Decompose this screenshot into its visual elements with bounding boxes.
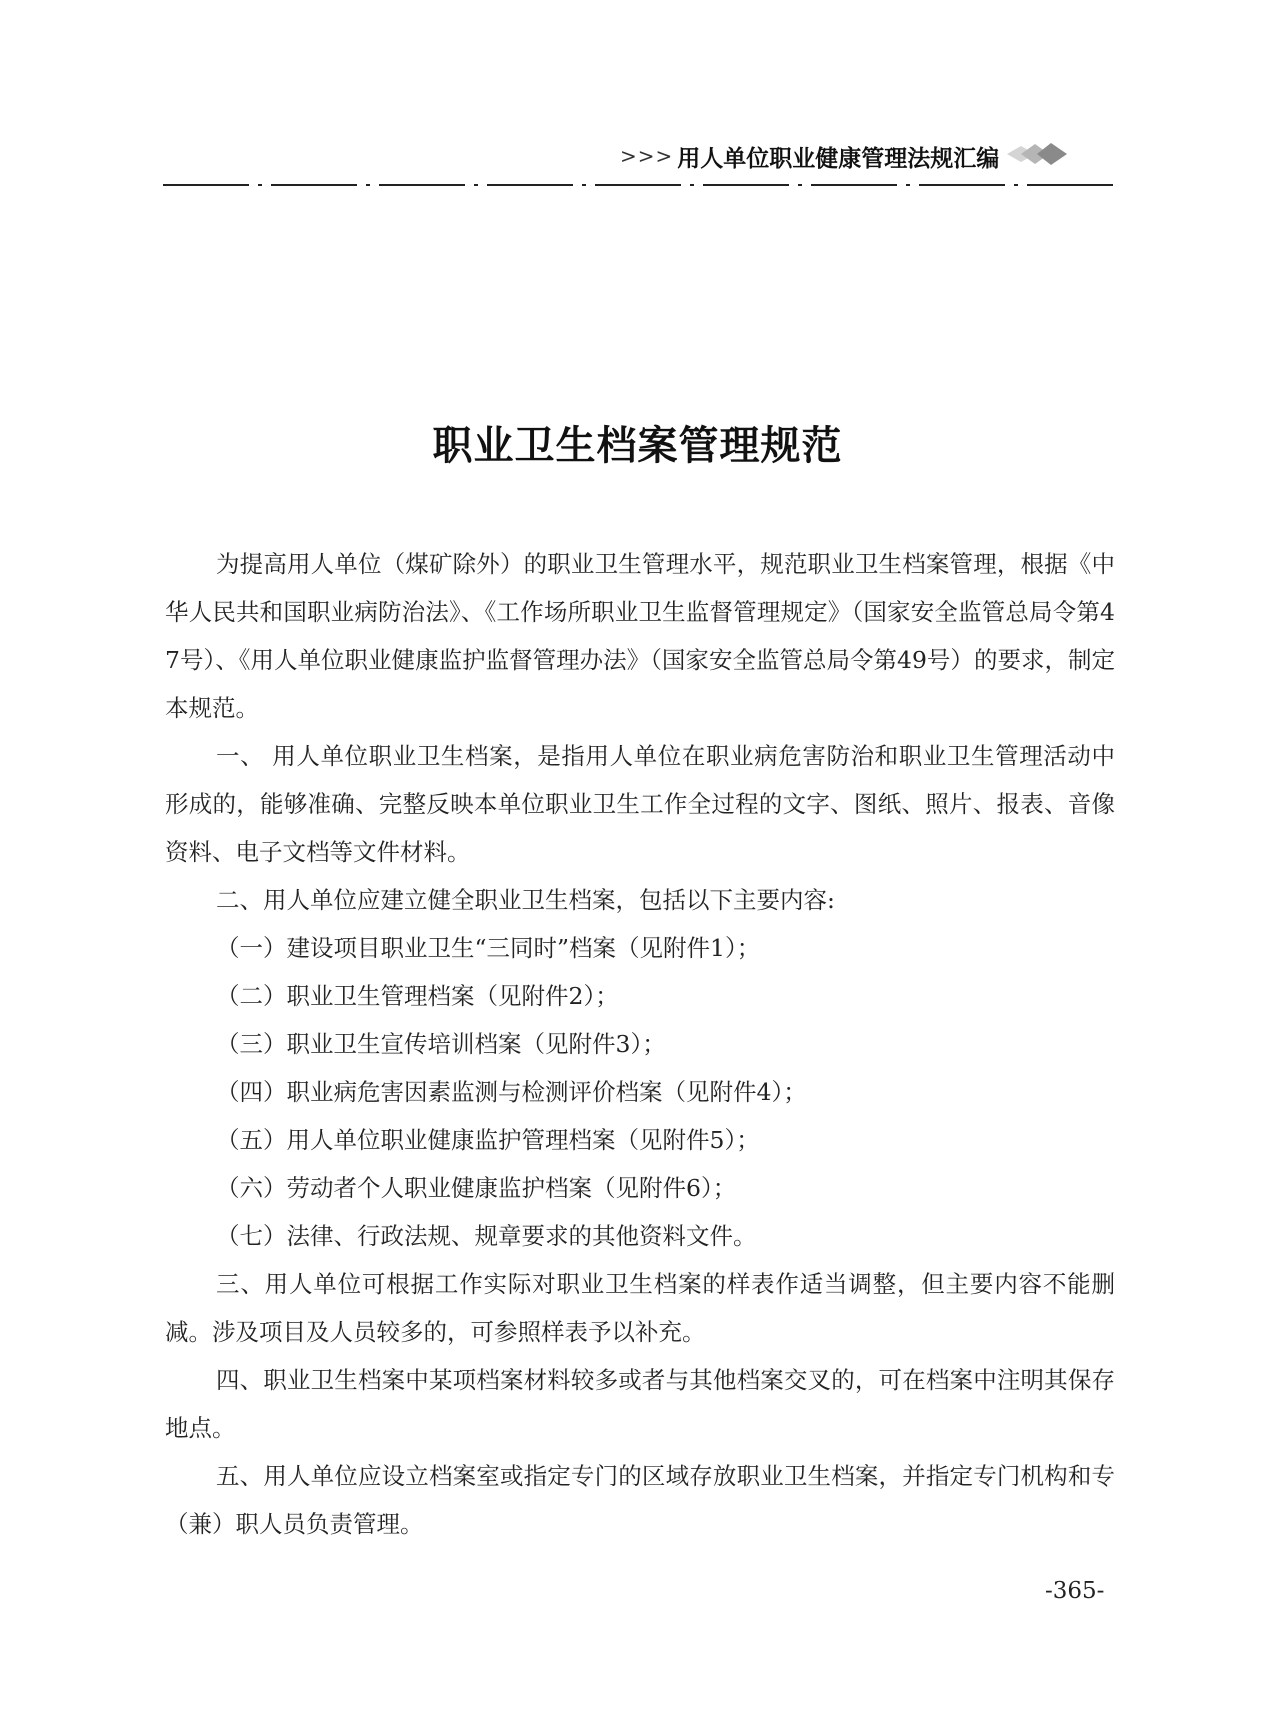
list-item: （五）用人单位职业健康监护管理档案（见附件5）；: [216, 1126, 760, 1154]
list-item: （三）职业卫生宣传培训档案（见附件3）；: [216, 1030, 666, 1058]
header-chevrons-icon: >>>: [620, 144, 674, 168]
diamonds-ornament-icon: [1007, 139, 1073, 173]
running-header: [620, 138, 1120, 174]
document-body: [165, 540, 1115, 1548]
list-item: （四）职业病危害因素监测与检测评价档案（见附件4）；: [216, 1078, 807, 1106]
paragraph-section-3: 三、用人单位可根据工作实际对职业卫生档案的样表作适当调整，但主要内容不能删减。涉及项目及人员较多的，可参照样表予以补充。: [165, 1270, 1115, 1346]
paragraph-section-2: 二、用人单位应建立健全职业卫生档案，包括以下主要内容:: [216, 886, 835, 914]
page-number: -365-: [1045, 1578, 1105, 1604]
paragraph-section-5: 五、用人单位应设立档案室或指定专门的区域存放职业卫生档案，并指定专门机构和专（兼）职人员负责管理。: [165, 1462, 1115, 1538]
paragraph-intro: 为提高用人单位（煤矿除外）的职业卫生管理水平，规范职业卫生档案管理，根据《中华人民共和国职业病防治法》、《工作场所职业卫生监督管理规定》（国家安全监管总局令第47号）、《用人单位职业健康监护监督管理办法》（国家安全监管总局令第49号）的要求，制定本规范。: [165, 550, 1115, 722]
list-item: （六）劳动者个人职业健康监护档案（见附件6）；: [216, 1174, 737, 1202]
paragraph-section-4: 四、职业卫生档案中某项档案材料较多或者与其他档案交叉的，可在档案中注明其保存地点。: [165, 1366, 1115, 1442]
paragraph-section-1: 一、 用人单位职业卫生档案，是指用人单位在职业病危害防治和职业卫生管理活动中形成的，能够准确、完整反映本单位职业卫生工作全过程的文字、图纸、照片、报表、音像资料、电子文档等文件材料。: [165, 742, 1115, 866]
list-item: （七）法律、行政法规、规章要求的其他资料文件。: [216, 1222, 757, 1250]
document-title: 职业卫生档案管理规范: [432, 423, 843, 469]
list-item: （一）建设项目职业卫生“三同时”档案（见附件1）；: [216, 934, 761, 962]
header-rule: [163, 182, 1113, 188]
header-title: 用人单位职业健康管理法规汇编: [677, 145, 1000, 172]
list-item: （二）职业卫生管理档案（见附件2）；: [216, 982, 619, 1010]
